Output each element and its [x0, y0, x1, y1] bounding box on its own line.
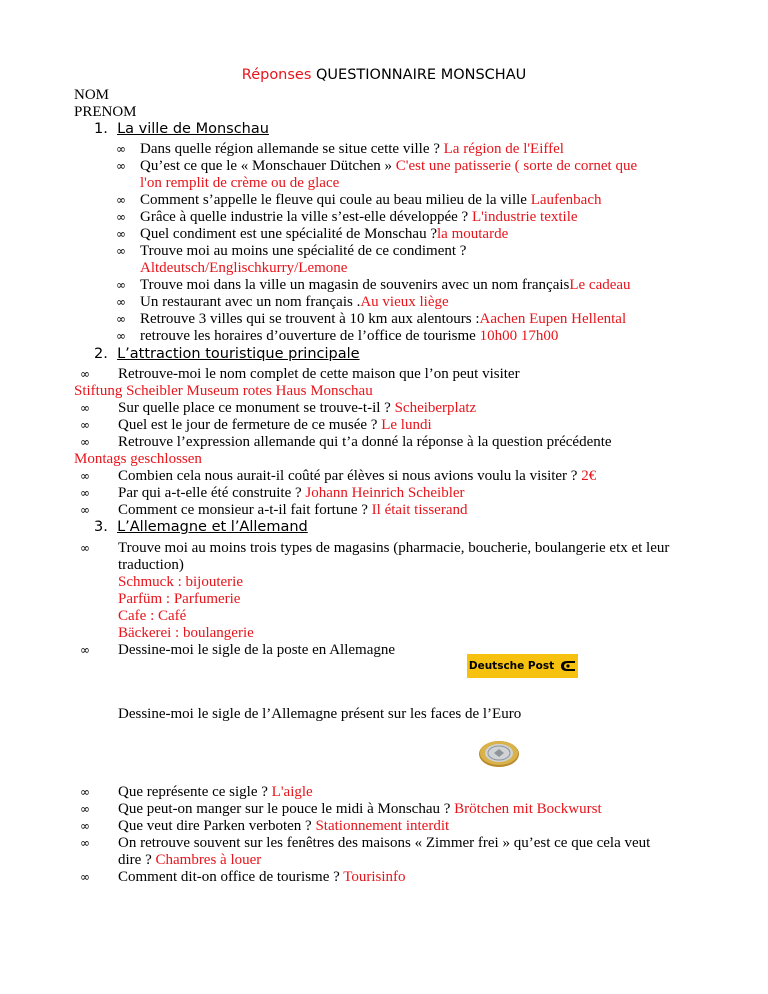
list-item: ∞ Combien cela nous aurait-il coûté par élèves si nous avions voulu la visiter ? 2€: [80, 468, 597, 484]
list-item-continuation: dire ? Chambres à louer: [118, 852, 262, 868]
answer-text: Stiftung Scheibler Museum rotes Haus Monschau: [74, 383, 373, 399]
list-item-continuation: Altdeutsch/Englischkurry/Lemone: [140, 260, 348, 276]
list-item: ∞ Que veut dire Parken verboten ? Stationnement interdit: [80, 818, 450, 834]
list-item: ∞ Que représente ce sigle ? L'aigle: [80, 784, 313, 800]
list-item-text: Dessine-moi le sigle de l’Allemagne présent sur les faces de l’Euro: [118, 706, 522, 722]
answer-text: Schmuck : bijouterie: [118, 574, 243, 590]
answer-text: Montags geschlossen: [74, 451, 202, 467]
prenom-field: PRENOM: [74, 104, 137, 120]
list-item: ∞ Trouve moi au moins trois types de magasins (pharmacie, boucherie, boulangerie etx et leur: [80, 540, 670, 556]
list-item: ∞ Retrouve-moi le nom complet de cette maison que l’on peut visiter: [80, 366, 520, 382]
post-horn-icon: [560, 660, 576, 672]
answer-text: Parfüm : Parfumerie: [118, 591, 241, 607]
list-item-continuation: traduction): [118, 557, 184, 573]
list-item: ∞ Comment ce monsieur a-t-il fait fortune ? Il était tisserand: [80, 502, 468, 518]
deutsche-post-logo: Deutsche Post: [467, 654, 578, 678]
list-item: ∞ Grâce à quelle industrie la ville s’est-elle développée ? L'industrie textile: [116, 209, 578, 225]
answer-text: Cafe : Café: [118, 608, 187, 624]
section-2-heading: 2. L’attraction touristique principale: [94, 346, 360, 362]
list-item: ∞ Comment dit-on office de tourisme ? Tourisinfo: [80, 869, 406, 885]
list-item: ∞ Que peut-on manger sur le pouce le midi à Monschau ? Brötchen mit Bockwurst: [80, 801, 602, 817]
list-item: ∞ Quel est le jour de fermeture de ce musée ? Le lundi: [80, 417, 432, 433]
list-item: ∞ Un restaurant avec un nom français .Au vieux liège: [116, 294, 449, 310]
list-item: ∞ Retrouve l’expression allemande qui t’a donné la réponse à la question précédente: [80, 434, 612, 450]
page-title: Réponses QUESTIONNAIRE MONSCHAU: [241, 67, 527, 83]
euro-coin-icon: [478, 738, 520, 768]
list-item: ∞ On retrouve souvent sur les fenêtres des maisons « Zimmer frei » qu’est ce que cela veut: [80, 835, 651, 851]
list-item: ∞ Comment s’appelle le fleuve qui coule au beau milieu de la ville Laufenbach: [116, 192, 602, 208]
list-item: ∞ Retrouve 3 villes qui se trouvent à 10 km aux alentours :Aachen Eupen Hellental: [116, 311, 627, 327]
list-item: ∞ Dessine-moi le sigle de la poste en Allemagne: [80, 642, 396, 658]
list-item: ∞ Par qui a-t-elle été construite ? Johann Heinrich Scheibler: [80, 485, 465, 501]
list-item: ∞ Dans quelle région allemande se situe cette ville ? La région de l'Eiffel: [116, 141, 564, 157]
list-item-continuation: l'on remplit de crème ou de glace: [140, 175, 340, 191]
list-item: ∞ retrouve les horaires d’ouverture de l’office de tourisme 10h00 17h00: [116, 328, 559, 344]
nom-field: NOM: [74, 87, 110, 103]
answer-text: Bäckerei : boulangerie: [118, 625, 254, 641]
list-item: ∞ Trouve moi dans la ville un magasin de souvenirs avec un nom françaisLe cadeau: [116, 277, 631, 293]
section-3-heading: 3. L’Allemagne et l’Allemand: [94, 519, 308, 535]
list-item: ∞ Sur quelle place ce monument se trouve-t-il ? Scheiberplatz: [80, 400, 477, 416]
list-item: ∞ Qu’est ce que le « Monschauer Dütchen » C'est une patisserie ( sorte de cornet que: [116, 158, 638, 174]
list-item: ∞ Trouve moi au moins une spécialité de ce condiment ?: [116, 243, 467, 259]
section-1-heading: 1. La ville de Monschau: [94, 121, 269, 137]
list-item: ∞ Quel condiment est une spécialité de Monschau ?la moutarde: [116, 226, 509, 242]
